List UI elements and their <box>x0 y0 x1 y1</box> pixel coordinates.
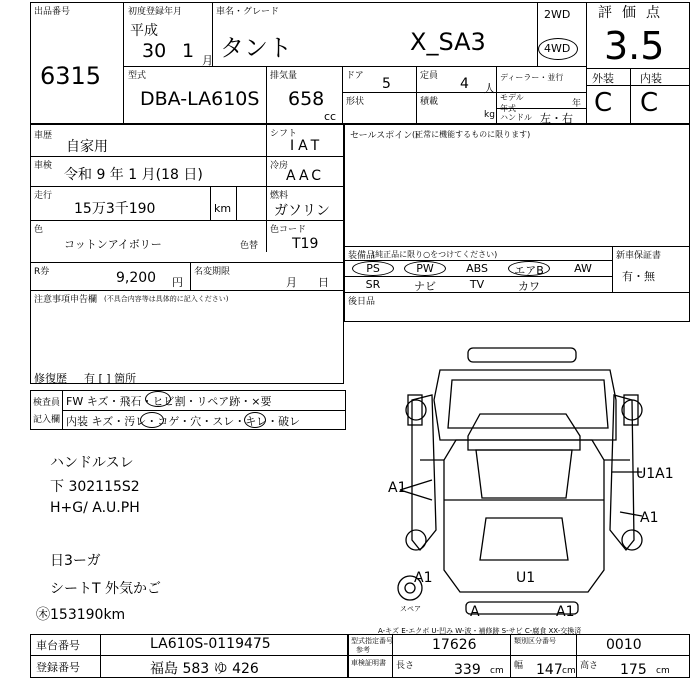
capacity-label: 定員 <box>420 71 439 81</box>
divider <box>123 2 124 124</box>
equip-airbag: エアB <box>514 264 544 277</box>
warranty-book-value: 有・無 <box>622 270 655 283</box>
divider <box>266 124 267 252</box>
inspection-label: 車検 <box>34 161 53 171</box>
warranty-book-label: 新車保証書 <box>616 251 662 261</box>
km-unit: km <box>214 202 232 215</box>
mileage-label: 走行 <box>34 191 53 201</box>
exterior-label: 外装 <box>592 72 614 85</box>
color: コットンアイボリー <box>64 238 162 251</box>
equip-abs: ABS <box>466 262 488 275</box>
divider <box>344 292 690 293</box>
note-5: シートT 外気かご <box>50 581 162 597</box>
inspector-row2: 内装 キズ・汚レ・コゲ・穴・スレ・キレ・破レ <box>66 415 301 428</box>
drive-4wd: 4WD <box>544 42 571 55</box>
inspector-subtitle: 記入欄 <box>33 415 61 425</box>
inspection-date: 令和 9 年 1 月(18 日) <box>64 167 203 183</box>
car-diagram <box>380 340 680 630</box>
divider <box>100 634 101 678</box>
lot-label: 出品番号 <box>34 7 71 17</box>
year-unit: 年 <box>572 99 582 109</box>
inspector-row1: FW キズ・飛石・ヒビ割・リペア跡・×要 <box>66 395 272 408</box>
ac-label: 冷房 <box>270 161 289 171</box>
divider <box>510 634 511 678</box>
equip-tv: TV <box>469 278 485 291</box>
displacement-label: 排気量 <box>270 71 298 81</box>
model: DBA-LA610S <box>140 88 260 110</box>
divider <box>416 66 417 124</box>
circle-stain <box>140 412 164 428</box>
note-1: ハンドルスレ <box>50 455 134 471</box>
width-label: 幅 <box>514 661 524 671</box>
circle-airbag <box>508 261 550 276</box>
divider <box>30 220 344 221</box>
equip-pw: PW <box>416 262 434 275</box>
grade: X_SA3 <box>410 28 486 56</box>
divider <box>30 290 344 291</box>
note-2: 下 302115S2 <box>50 479 140 495</box>
reg-label: 登録番号 <box>36 661 80 674</box>
name-label: 車名・グレード <box>216 7 280 17</box>
person-unit: 人 <box>484 82 495 95</box>
divider <box>344 260 612 261</box>
damage-mark-a1-right: A1 <box>640 510 659 526</box>
score-value: 3.5 <box>604 24 665 68</box>
divider <box>537 2 538 66</box>
divider <box>348 655 690 656</box>
shape-label: 形状 <box>346 97 365 107</box>
note-6: ㊍153190km <box>36 607 126 623</box>
first-reg-label: 初度登録年月 <box>128 7 183 17</box>
equip-aw: AW <box>574 262 592 275</box>
damage-mark-a1-rear: A1 <box>556 604 575 620</box>
repair-history-label: 修復歴 <box>34 372 67 385</box>
handle-label: ハンドル <box>500 113 532 122</box>
divider <box>190 262 191 290</box>
era: 平成 <box>130 23 158 39</box>
load-label: 積載 <box>420 97 439 107</box>
equip-navi: ナビ <box>414 280 436 293</box>
divider <box>586 2 587 124</box>
damage-mark-a: A <box>470 604 480 620</box>
chassis-number: LA610S-0119475 <box>150 636 271 652</box>
equip-sr: SR <box>365 278 381 291</box>
interior-label: 内装 <box>640 72 662 85</box>
warranty-label: 名変期限 <box>194 267 231 277</box>
model-desig-ref: 参考 <box>356 646 370 654</box>
displacement: 658 <box>288 88 325 110</box>
reg-number: 福島 583 ゆ 426 <box>150 661 259 677</box>
recycle-label: R券 <box>34 267 50 277</box>
lot-number: 6315 <box>40 62 102 90</box>
inspector-title: 検査員 <box>33 398 61 408</box>
fuel-label: 燃料 <box>270 191 289 201</box>
handle-value: 左・右 <box>540 112 573 125</box>
ac: AAC <box>286 168 325 184</box>
divider <box>496 108 586 109</box>
model-desig: 17626 <box>432 637 477 653</box>
divider <box>612 246 613 292</box>
model-label: 型式 <box>128 71 147 81</box>
divider <box>266 66 267 124</box>
divider <box>586 85 690 86</box>
length: 339 <box>454 662 481 678</box>
height-label: 高さ <box>580 661 599 671</box>
color-label: 色 <box>34 225 44 235</box>
spare-label: スペア <box>400 605 421 613</box>
width-unit: cm <box>562 666 576 676</box>
door-label: ドア <box>346 71 364 81</box>
equipment-title: 装備品 <box>348 251 376 261</box>
score-label: 評価点 <box>598 5 670 21</box>
notes-sub: (不具合内容等は具体的に記入ください) <box>104 295 229 303</box>
car-name: タント <box>220 34 292 62</box>
width: 147 <box>536 662 563 678</box>
divider <box>30 655 348 656</box>
shift-label: シフト <box>270 129 298 139</box>
divider <box>30 156 344 157</box>
repair-history-value: 有 [ ] 箇所 <box>84 372 137 385</box>
note-3: H+G/ A.U.PH <box>50 500 140 516</box>
shift: IAT <box>290 138 324 154</box>
note-4: 日3ーガ <box>50 553 101 569</box>
divider <box>344 246 690 247</box>
divider <box>62 410 346 411</box>
usage: 自家用 <box>66 139 108 155</box>
cc-unit: cc <box>324 110 337 123</box>
notes-label: 注意事項申告欄 <box>34 295 98 305</box>
sales-subtitle: (正常に機能するものに限ります) <box>412 130 531 139</box>
circle-ps <box>352 261 394 276</box>
divider <box>342 92 586 93</box>
kg-unit: kg <box>484 110 495 120</box>
cert-label: 車検証明書 <box>351 659 386 667</box>
color-change-label: 色替 <box>240 241 259 251</box>
capacity: 4 <box>460 76 469 92</box>
circle-pw <box>404 261 446 276</box>
damage-mark-u1a1: U1A1 <box>636 466 674 482</box>
divider <box>30 262 344 263</box>
yen-unit: 円 <box>172 276 183 289</box>
divider <box>123 66 586 67</box>
drive-2wd: 2WD <box>544 8 571 21</box>
reg-year: 30 <box>142 40 167 62</box>
reg-month: 1 <box>182 40 195 62</box>
recycle-fee: 9,200 <box>116 270 157 286</box>
month-label: 月 <box>286 276 297 289</box>
divider <box>576 634 577 678</box>
mileage: 15万3千190 <box>74 201 156 217</box>
usage-label: 車歴 <box>34 131 53 141</box>
equip-ps: PS <box>366 262 380 275</box>
divider <box>236 186 237 220</box>
damage-mark-u1: U1 <box>516 570 536 586</box>
month-unit: 月 <box>202 54 213 67</box>
damage-mark-a1-left: A1 <box>388 480 407 496</box>
damage-legend: A-キズ E-エクボ U-凹み W-波・補修跡 S-サビ C-腐食 XX-交換済 <box>378 627 582 635</box>
divider <box>212 2 213 66</box>
divider <box>496 66 497 124</box>
fuel: ガソリン <box>274 203 330 219</box>
divider <box>342 66 343 124</box>
day-label: 日 <box>318 276 329 289</box>
divider <box>344 276 612 277</box>
class-label: 類別区分番号 <box>514 637 556 645</box>
chassis-label: 車台番号 <box>36 639 80 652</box>
circle-chip <box>145 391 171 407</box>
interior-grade: C <box>640 88 659 118</box>
length-label: 長さ <box>396 661 415 671</box>
color-code: T19 <box>292 236 319 252</box>
doors: 5 <box>382 76 391 92</box>
color-code-label: 色コード <box>270 225 307 235</box>
length-unit: cm <box>490 666 504 676</box>
details-frame <box>30 124 344 384</box>
rear-items-label: 後日品 <box>348 297 376 307</box>
equipment-subtitle: (純正品に限り○をつけてください) <box>372 250 498 259</box>
model-desig-label: 型式指定番号 <box>351 637 393 645</box>
sales-title: セールスポイント <box>350 131 422 141</box>
dealer-label: ディーラー・並行 <box>500 73 564 82</box>
circle-wear <box>244 412 266 428</box>
divider <box>30 186 344 187</box>
divider <box>586 68 690 69</box>
divider <box>630 68 631 124</box>
equip-leather: カワ <box>518 280 540 293</box>
divider <box>210 186 211 220</box>
class-number: 0010 <box>606 637 642 653</box>
height: 175 <box>620 662 647 678</box>
height-unit: cm <box>656 666 670 676</box>
exterior-grade: C <box>594 88 613 118</box>
model-year-label: モデル年式 <box>500 93 524 113</box>
damage-mark-a1-lower: A1 <box>414 570 433 586</box>
